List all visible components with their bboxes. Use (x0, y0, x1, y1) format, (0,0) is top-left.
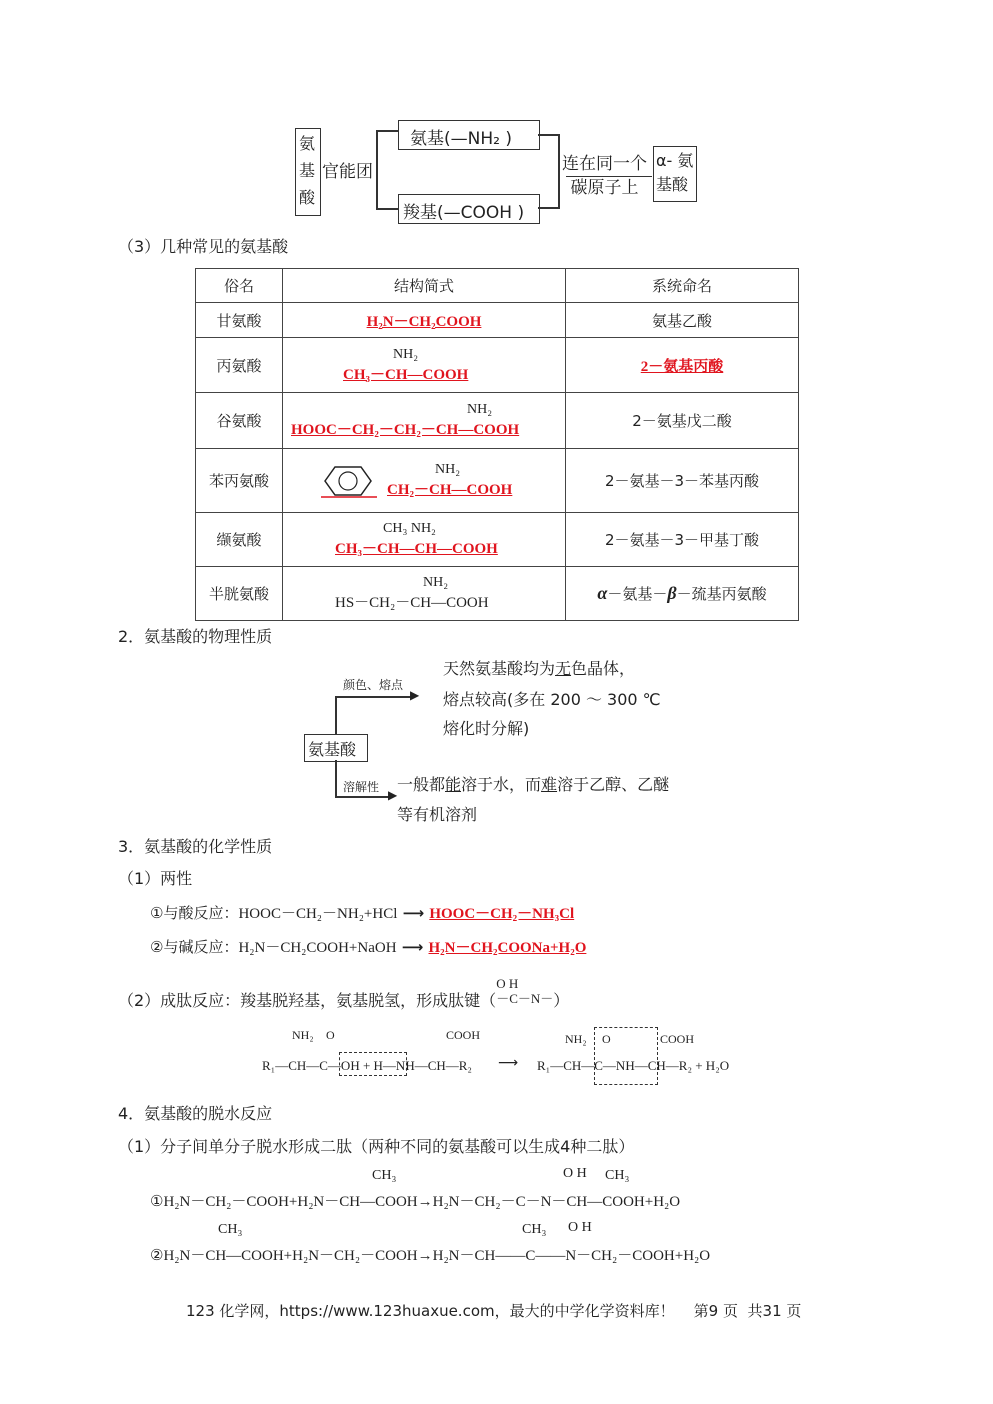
table-row-name: 苯丙氨酸 (196, 449, 283, 513)
table-row-formula: NH₂ HS－CH₂－CH—COOH (283, 567, 566, 621)
table-row-name: 丙氨酸 (196, 338, 283, 393)
header-name: 俗名 (196, 269, 283, 303)
branch2-text1: 一般都能溶于水，而难溶于乙醇、乙醚 (397, 775, 670, 794)
table-row-formula: NH₂ CH₃－CH—COOH (283, 338, 566, 393)
amino-label: 氨基(—NH₂ ) (410, 129, 512, 149)
table-row-system: 2－氨基－3－苯基丙酸 (566, 449, 799, 513)
group-label: 官能团 (322, 162, 373, 182)
table-row-formula: NH₂ CH₂－CH—COOH (283, 449, 566, 513)
table-row-name: 甘氨酸 (196, 303, 283, 338)
table-row-system: 2－氨基戊二酸 (566, 393, 799, 449)
peptide-heading: （2）成肽反应：羧基脱羟基，氨基脱氢，形成肽键（O H －C－N－） (118, 975, 570, 1010)
benzene-ring-icon (317, 463, 387, 499)
center-label: 氨基酸 (308, 740, 357, 759)
table-row-system: α－氨基－β－巯基丙氨酸 (566, 567, 799, 621)
acid-reaction: ①与酸反应：HOOC－CH₂－NH₂+HCl ⟶ HOOC－CH₂－NH₃Cl (150, 904, 575, 922)
table-row-formula: NH₂ HOOC－CH₂－CH₂－CH—COOH (283, 393, 566, 449)
table-row-name: 半胱氨酸 (196, 567, 283, 621)
amphoteric-heading: （1）两性 (118, 869, 193, 888)
table-row-formula: H₂N－CH₂COOH (283, 303, 566, 338)
section3-title: （3）几种常见的氨基酸 (118, 237, 289, 256)
table-row-name: 谷氨酸 (196, 393, 283, 449)
branch1-text2: 熔点较高(多在 200 ～ 300 ℃ (443, 690, 661, 709)
dipeptide-heading: （1）分子间单分子脱水形成二肽（两种不同的氨基酸可以生成4种二肽） (118, 1137, 635, 1156)
carboxyl-label: 羧基(—COOH ) (403, 203, 525, 223)
section4-heading: 4．氨基酸的脱水反应 (118, 1104, 273, 1123)
section3-heading: 3．氨基酸的化学性质 (118, 837, 273, 856)
table-row-system: 氨基乙酸 (566, 303, 799, 338)
header-system: 系统命名 (566, 269, 799, 303)
base-reaction: ②与碱反应：H₂N－CH₂COOH+NaOH ⟶ H₂N－CH₂COONa+H₂O (150, 938, 587, 956)
page-footer: 123 化学网，https://www.123huaxue.com，最大的中学化学资料库！ 第9 页 共31 页 (186, 1302, 802, 1320)
section2-title: 2．氨基酸的物理性质 (118, 627, 273, 646)
root-label: 氨 基 酸 (299, 134, 316, 207)
alpha-label: α- 氨 基酸 (656, 151, 694, 194)
table-row-name: 缬氨酸 (196, 513, 283, 567)
table-row-formula: CH₃ NH₂ CH₃－CH—CH—COOH (283, 513, 566, 567)
branch1-text3: 熔化时分解) (443, 719, 530, 738)
amino-acid-table (195, 268, 799, 621)
branch2-label: 溶解性 (343, 780, 380, 794)
header-structure: 结构简式 (283, 269, 566, 303)
branch2-text2: 等有机溶剂 (397, 805, 478, 824)
branch1-text1: 天然氨基酸均为无色晶体， (443, 659, 636, 678)
same-carbon-label: 连在同一个 碳原子上 (562, 154, 647, 198)
table-row-system: 2－氨基－3－甲基丁酸 (566, 513, 799, 567)
table-row-system: 2－氨基丙酸 (566, 338, 799, 393)
branch1-label: 颜色、熔点 (343, 678, 404, 692)
